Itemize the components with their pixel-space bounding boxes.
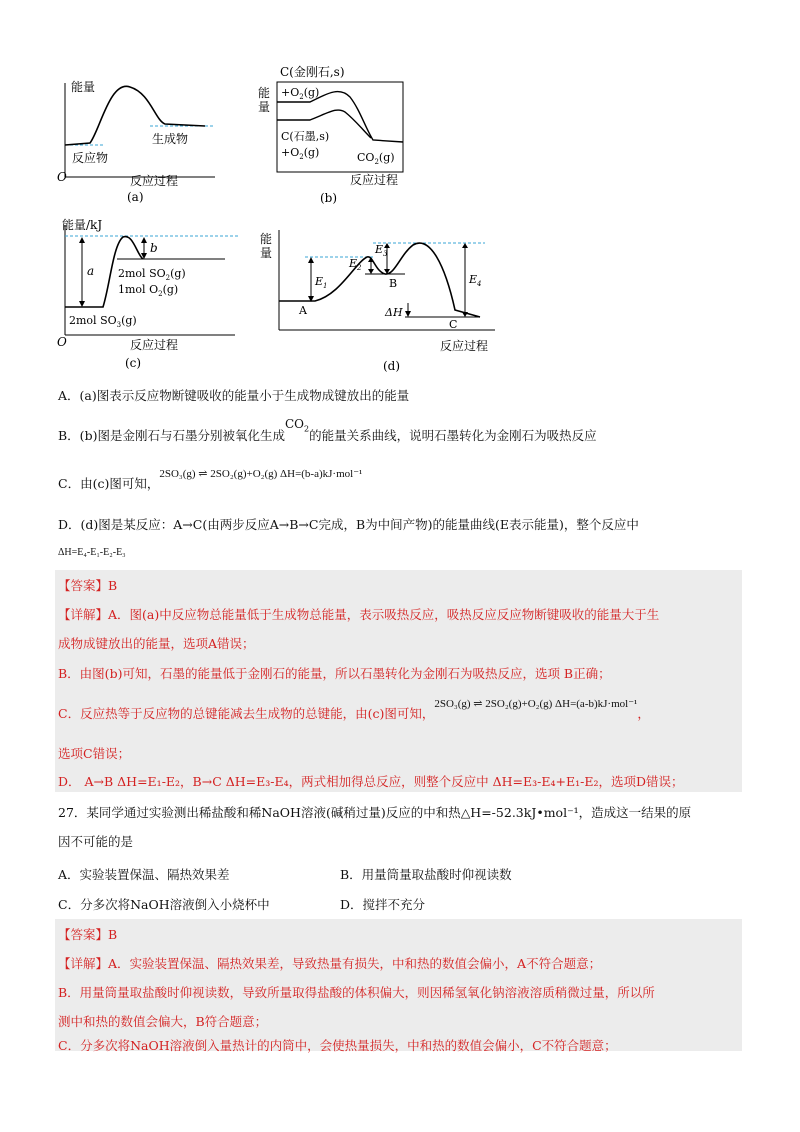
- ylabel-c: 能量/kJ: [62, 218, 103, 232]
- co2-formula: $CO_2$: [284, 417, 310, 434]
- so2-label: 2mol $SO_2(g)$: [118, 267, 186, 282]
- ylabel-d2: 量: [260, 246, 273, 260]
- point-c: C: [449, 318, 458, 331]
- ylabel-b2: 量: [258, 100, 271, 114]
- product-label-a: 生成物: [152, 132, 189, 146]
- origin-c: O: [57, 335, 67, 349]
- q27-detail-b1: B．用量筒量取盐酸时仰视读数，导致所量取得盐酸的体积偏大，则因稀氢氧化钠溶液溶质稍微过量，所以所: [58, 985, 655, 1000]
- label-b: b: [150, 241, 158, 255]
- diamond-label: C(金刚石,s): [280, 65, 345, 79]
- q26-option-d: D．(d)图是某反应：A→C(由两步反应A→B→C完成，B为中间产物)的能量曲线(E表示能量)，整个反应中: [58, 517, 639, 532]
- point-b: B: [389, 277, 398, 290]
- q26-answer: 【答案】B: [58, 578, 118, 593]
- e3-label: $E_3$: [375, 243, 388, 258]
- diagram-c: [55, 215, 255, 370]
- diagram-b: [255, 62, 415, 212]
- q27-stem-2: 因不可能的是: [58, 834, 134, 849]
- ylabel-a: 能量: [71, 80, 96, 94]
- e1-label: $E_1$: [315, 275, 328, 290]
- q27-stem-1: 27．某同学通过实验测出稀盐酸和稀NaOH溶液(碱稍过量)反应的中和热△H=-52.3kJ•mol⁻¹，造成这一结果的原: [58, 805, 692, 820]
- o2-label-c: 1mol $O_2(g)$: [118, 283, 179, 298]
- q27-option-b: B．用量筒量取盐酸时仰视读数: [340, 867, 512, 882]
- dh-label: ΔH: [385, 306, 403, 319]
- caption-a: (a): [127, 190, 144, 204]
- q27-detail-a: 【详解】A．实验装置保温、隔热效果差，导致热量有损失，中和热的数值会偏小，A不符合题意；: [58, 956, 602, 971]
- q27-option-a: A．实验装置保温、隔热效果差: [58, 867, 230, 882]
- e4-label: $E_4$: [469, 273, 482, 288]
- ylabel-b1: 能: [258, 86, 271, 100]
- q27-detail-c: C．分多次将NaOH溶液倒入量热计的内筒中，会使热量损失，中和热的数值会偏小，C不符合题意；: [58, 1038, 617, 1053]
- caption-c: (c): [125, 356, 142, 370]
- q26-c-equation: 2SO₃(g) ⇌ 2SO₂(g)+O₂(g) ΔH=(b-a)kJ·mol⁻¹: [159, 468, 363, 480]
- q26-detail-c-equation: 2SO₃(g) ⇌ 2SO₂(g)+O₂(g) ΔH=(a-b)kJ·mol⁻¹: [434, 698, 638, 710]
- label-a: a: [87, 264, 95, 278]
- point-a: A: [299, 304, 307, 317]
- q26-option-d-formula: ΔH=E₄-E₁-E₂-E₃: [58, 547, 126, 558]
- q26-detail-c: C．反应热等于反应物的总键能减去生成物的总键能，由(c)图可知，2SO₃(g) ⇌ 2SO₂(g)+O₂(g) ΔH=(a-b)kJ·mol⁻¹，: [58, 698, 650, 721]
- q27-detail-b2: 测中和热的数值会偏大，B符合题意；: [58, 1014, 268, 1029]
- graphite-label: C(石墨,s): [281, 130, 330, 143]
- caption-d: (d): [383, 359, 401, 373]
- q26-detail-c2: 选项C错误；: [58, 746, 131, 761]
- reactant-label-a: 反应物: [72, 151, 109, 165]
- xlabel-d: 反应过程: [440, 339, 489, 353]
- q27-option-d: D．搅拌不充分: [340, 897, 426, 912]
- e2-label: $E_2$: [349, 257, 362, 272]
- q27-option-c: C．分多次将NaOH溶液倒入小烧杯中: [58, 897, 270, 912]
- q26-detail-a2: 成物成键放出的能量，选项A错误；: [58, 636, 255, 651]
- q26-option-a: A．(a)图表示反应物断键吸收的能量小于生成物成键放出的能量: [58, 388, 410, 403]
- o2-label-bottom: $+O_2(g)$: [281, 146, 320, 161]
- xlabel-c: 反应过程: [130, 338, 179, 352]
- co2-label: $CO_2(g)$: [357, 151, 395, 166]
- diagram-a: [55, 75, 235, 210]
- q26-option-b: B．(b)图是金刚石与石墨分别被氧化生成$CO_2$的能量关系曲线，说明石墨转化为金刚石为吸热反应: [58, 417, 597, 443]
- ylabel-d1: 能: [260, 232, 273, 246]
- q27-answer: 【答案】B: [58, 927, 118, 942]
- q26-detail-d: D． A→B ΔH=E₁-E₂，B→C ΔH=E₃-E₄，两式相加得总反应，则整个反应中 ΔH=E₃-E₄+E₁-E₂，选项D错误；: [58, 774, 684, 789]
- q26-option-c: C．由(c)图可知，2SO₃(g) ⇌ 2SO₂(g)+O₂(g) ΔH=(b-a)kJ·mol⁻¹: [58, 468, 363, 491]
- xlabel-b: 反应过程: [350, 173, 399, 187]
- so3-label: 2mol $SO_3(g)$: [69, 314, 137, 329]
- diagram-d: [255, 225, 505, 375]
- caption-b: (b): [320, 191, 338, 205]
- q26-detail-b: B．由图(b)可知，石墨的能量低于金刚石的能量，所以石墨转化为金刚石为吸热反应，选项 B正确；: [58, 666, 611, 681]
- q26-detail-a1: 【详解】A．图(a)中反应物总能量低于生成物总能量，表示吸热反应，吸热反应反应物断键吸收的能量大于生: [58, 607, 660, 622]
- o2-label-top: $+O_2(g)$: [281, 86, 320, 101]
- origin-a: O: [57, 170, 67, 184]
- xlabel-a: 反应过程: [130, 174, 179, 188]
